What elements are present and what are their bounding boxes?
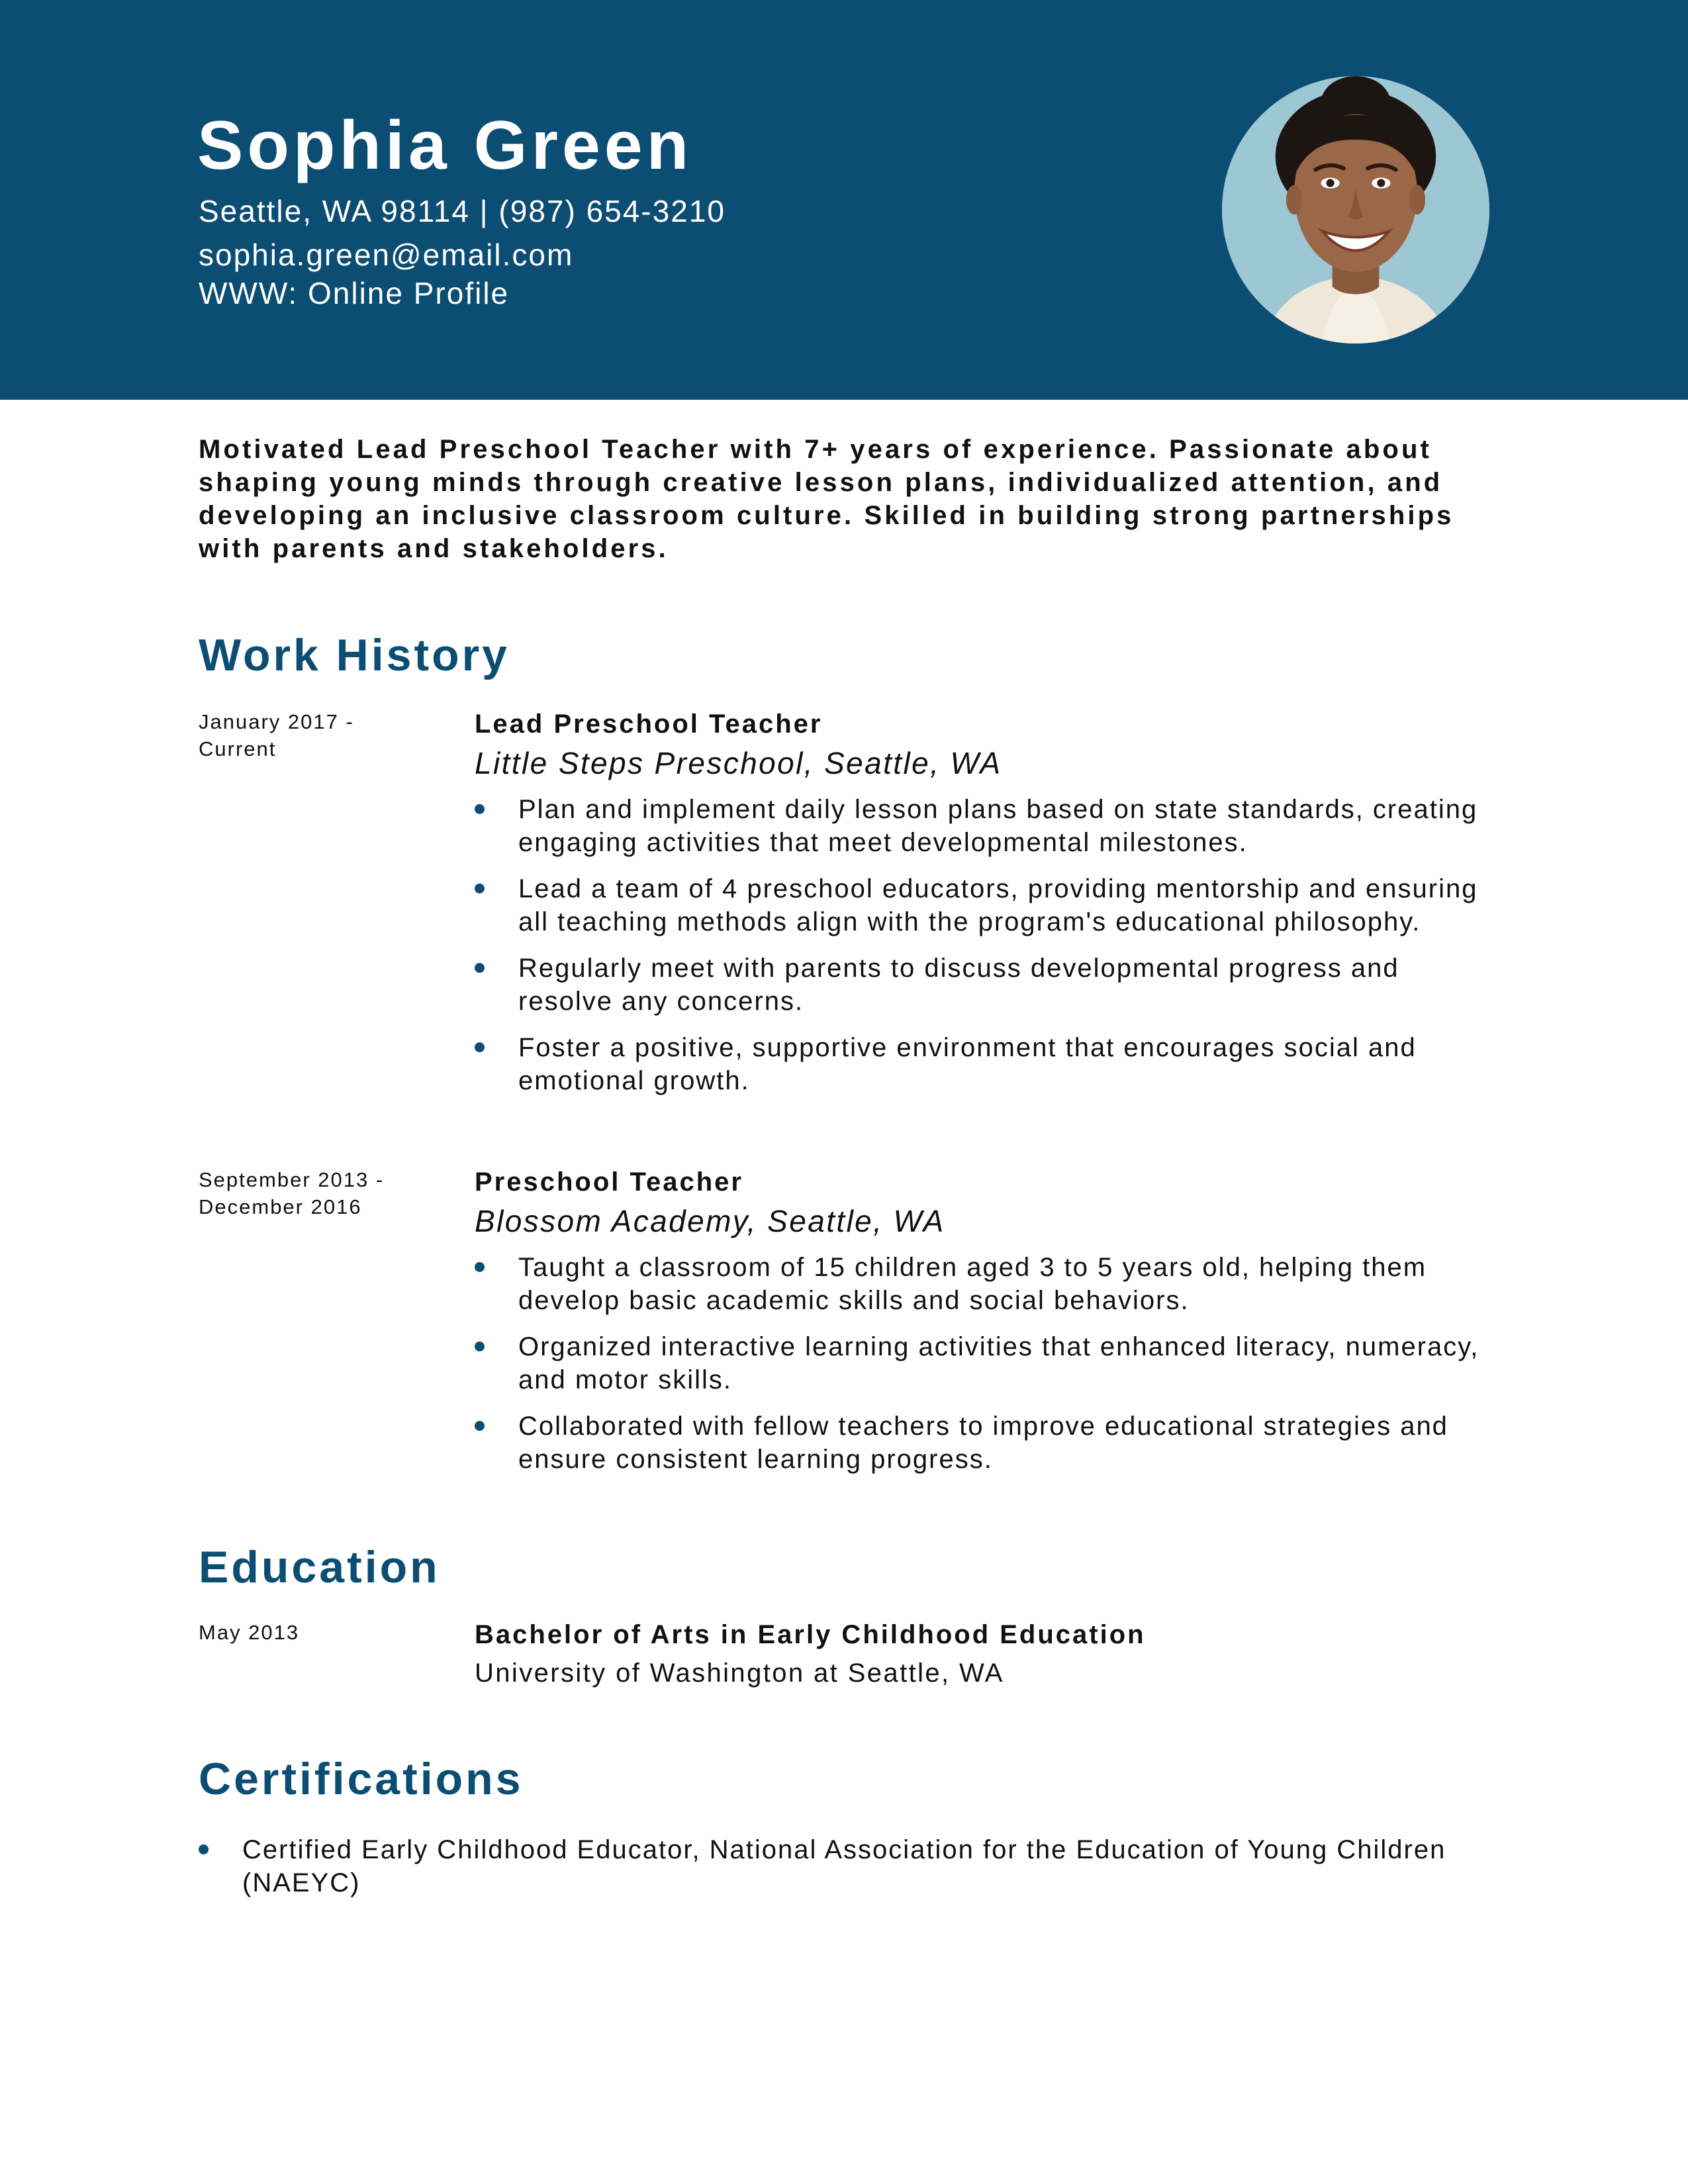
list-item: Plan and implement daily lesson plans based on state standards, creating engaging activities that meet developmental milestones. [475,793,1494,859]
list-item: Certified Early Childhood Educator, National Association for the Education of Young Children (NAEYC) [199,1833,1496,1899]
list-item: Organized interactive learning activities that enhanced literacy, numeracy, and motor skills. [475,1330,1494,1396]
job-1-bullets [475,793,1494,1111]
bullet-icon [475,1262,485,1272]
bullet-icon [199,1844,209,1854]
professional-summary: Motivated Lead Preschool Teacher with 7+ years of experience. Passionate about shaping young minds through creative lesson plans, individualized attention, and developing an inclusive classroom culture. Skilled in building strong partnerships with parents and stakeholders. [199,435,1454,563]
job-2-date-start: September 2013 - [199,1168,385,1191]
candidate-name: Sophia Green [197,107,693,184]
resume-header [0,0,1688,400]
bullet-icon [475,1042,485,1052]
job-1-date-start: January 2017 - [199,710,354,733]
email-link[interactable]: sophia.green@email.com [199,238,574,272]
list-item: Lead a team of 4 preschool educators, providing mentorship and ensuring all teaching methods align with the program's educational philosophy. [475,872,1494,938]
job-2-company: Blossom Academy, Seattle, WA [475,1204,945,1238]
website-link[interactable]: WWW: Online Profile [199,276,510,310]
education-date: May 2013 [199,1621,300,1644]
job-1-date-end: Current [199,737,277,760]
education-school: University of Washington at Seattle, WA [475,1659,1004,1688]
location-phone: Seattle, WA 98114 | (987) 654-3210 [199,194,726,228]
education-title: Education [199,1542,440,1592]
education-degree: Bachelor of Arts in Early Childhood Education [475,1620,1146,1649]
job-1-dates [199,708,354,762]
job-2-date-end: December 2016 [199,1195,362,1218]
list-item: Taught a classroom of 15 children aged 3 to 5 years old, helping them develop basic academic skills and social behaviors. [475,1251,1494,1317]
list-item: Collaborated with fellow teachers to improve educational strategies and ensure consistent learning progress. [475,1410,1494,1476]
list-item: Foster a positive, supportive environment that encourages social and emotional growth. [475,1031,1494,1097]
job-2-title: Preschool Teacher [475,1167,743,1197]
bullet-icon [475,884,485,893]
job-1-company: Little Steps Preschool, Seattle, WA [475,746,1002,780]
certifications-list [199,1833,1496,1899]
list-item: Regularly meet with parents to discuss developmental progress and resolve any concerns. [475,952,1494,1018]
work-history-title: Work History [199,630,510,680]
bullet-icon [475,1342,485,1351]
bullet-icon [475,963,485,973]
bullet-icon [475,804,485,814]
bullet-icon [475,1421,485,1431]
job-1-title: Lead Preschool Teacher [475,709,823,739]
profile-photo [1222,76,1489,343]
job-2-bullets [475,1251,1494,1489]
certifications-title: Certifications [199,1754,524,1804]
job-2-dates [199,1166,384,1220]
